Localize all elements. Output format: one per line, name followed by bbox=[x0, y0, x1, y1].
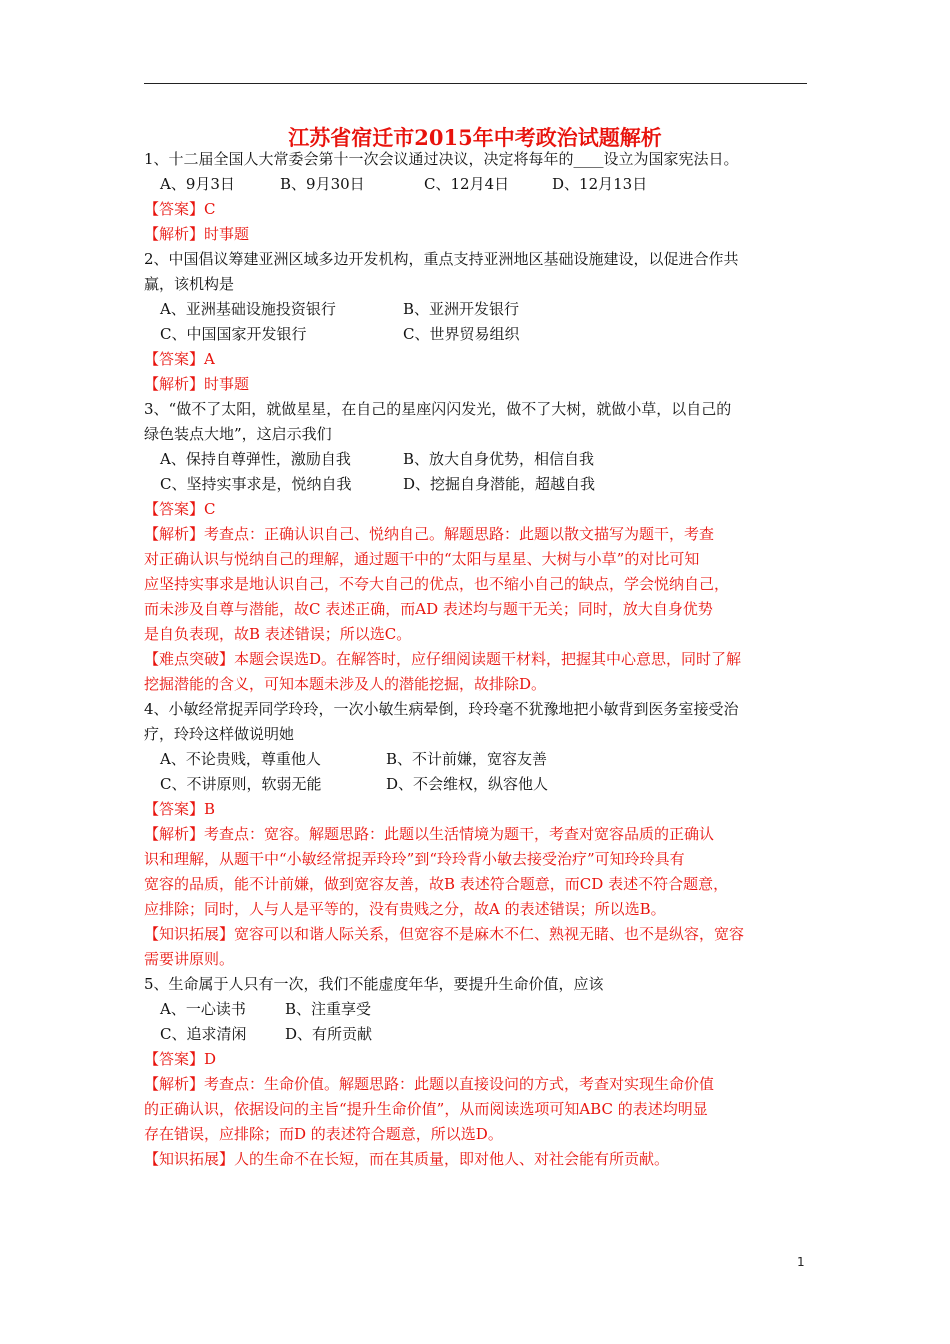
page-title: 江苏省宿迁市2015年中考政治试题解析 bbox=[288, 125, 662, 150]
analysis-line: 应坚持实事求是地认识自己，不夸大自己的优点，也不缩小自己的缺点，学会悦纳自己， bbox=[144, 575, 730, 593]
answer-option: C、不讲原则，软弱无能 bbox=[160, 775, 322, 793]
option-row bbox=[144, 747, 814, 772]
question-stem-line: 5、生命属于人只有一次，我们不能虚度年华，要提升生命价值，应该 bbox=[144, 975, 604, 993]
answer-option: B、注重享受 bbox=[285, 1000, 372, 1018]
answer-option: C、12月4日 bbox=[424, 175, 510, 193]
analysis-heading-line: 【答案】C bbox=[144, 500, 216, 518]
analysis-heading-line: 【解析】考查点：宽容。解题思路：此题以生活情境为题干，考查对宽容品质的正确认 bbox=[144, 825, 715, 843]
analysis-heading-line: 【解析】时事题 bbox=[144, 225, 250, 243]
answer-option: A、不论贵贱，尊重他人 bbox=[160, 750, 321, 768]
analysis-line: 对正确认识与悦纳自己的理解，通过题干中的“太阳与星星、大树与小草”的对比可知 bbox=[144, 550, 700, 568]
answer-option: B、亚洲开发银行 bbox=[403, 300, 520, 318]
analysis-heading-line: 【难点突破】本题会误选D。在解答时，应仔细阅读题干材料，把握其中心意思，同时了解 bbox=[144, 650, 742, 668]
answer-option: C、坚持实事求是，悦纳自我 bbox=[160, 475, 352, 493]
answer-option: C、中国国家开发银行 bbox=[160, 325, 307, 343]
analysis-heading-line: 【答案】A bbox=[144, 350, 215, 368]
answer-option: C、世界贸易组织 bbox=[403, 325, 520, 343]
question-block bbox=[144, 697, 814, 972]
analysis-line: 挖掘潜能的含义，可知本题未涉及人的潜能挖掘，故排除D。 bbox=[144, 675, 547, 693]
analysis-heading-line: 【解析】考查点：正确认识自己、悦纳自己。解题思路：此题以散文描写为题干，考查 bbox=[144, 525, 715, 543]
answer-option: D、不会维权，纵容他人 bbox=[386, 775, 549, 793]
page-number: 1 bbox=[797, 1255, 805, 1269]
analysis-line: 的正确认识，依据设问的主旨“提升生命价值”，从而阅读选项可知ABC 的表述均明显 bbox=[144, 1100, 708, 1118]
answer-option: A、亚洲基础设施投资银行 bbox=[160, 300, 336, 318]
option-row bbox=[144, 472, 814, 497]
answer-option: B、9月30日 bbox=[280, 175, 365, 193]
analysis-line: 而未涉及自尊与潜能，故C 表述正确，而AD 表述均与题干无关；同时，放大自身优势 bbox=[144, 600, 713, 618]
answer-option: A、保持自尊弹性，激励自我 bbox=[160, 450, 351, 468]
answer-option: B、放大自身优势，相信自我 bbox=[403, 450, 595, 468]
option-row bbox=[144, 772, 814, 797]
analysis-heading-line: 【知识拓展】宽容可以和谐人际关系，但宽容不是麻木不仁、熟视无睹、也不是纵容，宽容 bbox=[144, 925, 745, 943]
analysis-heading-line: 【答案】B bbox=[144, 800, 216, 818]
question-block bbox=[144, 147, 814, 247]
question-stem-line: 疗，玲玲这样做说明她 bbox=[144, 725, 295, 743]
analysis-line: 宽容的品质，能不计前嫌，做到宽容友善，故B 表述符合题意，而CD 表述不符合题意， bbox=[144, 875, 729, 893]
question-stem-line: 2、中国倡议筹建亚洲区域多边开发机构，重点支持亚洲地区基础设施建设，以促进合作共 bbox=[144, 250, 739, 268]
answer-option: C、追求清闲 bbox=[160, 1025, 247, 1043]
question-block bbox=[144, 972, 814, 1172]
header-rule bbox=[144, 83, 807, 84]
option-row bbox=[144, 1022, 814, 1047]
answer-option: B、不计前嫌，宽容友善 bbox=[386, 750, 548, 768]
option-row bbox=[144, 447, 814, 472]
answer-option: A、一心读书 bbox=[160, 1000, 246, 1018]
analysis-heading-line: 【答案】D bbox=[144, 1050, 217, 1068]
analysis-line: 识和理解，从题干中“小敏经常捉弄玲玲”到“玲玲背小敏去接受治疗”可知玲玲具有 bbox=[144, 850, 685, 868]
analysis-heading-line: 【解析】时事题 bbox=[144, 375, 250, 393]
option-row bbox=[144, 297, 814, 322]
analysis-heading-line: 【解析】考查点：生命价值。解题思路：此题以直接设问的方式，考查对实现生命价值 bbox=[144, 1075, 715, 1093]
analysis-heading-line: 【答案】C bbox=[144, 200, 216, 218]
question-stem-line: 3、“做不了太阳，就做星星，在自己的星座闪闪发光，做不了大树，就做小草，以自己的 bbox=[144, 400, 732, 418]
answer-option: A、9月3日 bbox=[160, 175, 235, 193]
question-block bbox=[144, 397, 814, 697]
answer-option: D、挖掘自身潜能，超越自我 bbox=[403, 475, 596, 493]
question-stem-line: 4、小敏经常捉弄同学玲玲，一次小敏生病晕倒，玲玲毫不犹豫地把小敏背到医务室接受治 bbox=[144, 700, 739, 718]
question-block bbox=[144, 247, 814, 397]
question-stem-line: 1、十二届全国人大常委会第十一次会议通过决议，决定将每年的____设立为国家宪法日。 bbox=[144, 150, 739, 168]
analysis-line: 应排除；同时，人与人是平等的，没有贵贱之分，故A 的表述错误；所以选B。 bbox=[144, 900, 666, 918]
option-row bbox=[144, 172, 814, 197]
analysis-heading-line: 【知识拓展】人的生命不在长短，而在其质量，即对他人、对社会能有所贡献。 bbox=[144, 1150, 670, 1168]
question-list bbox=[144, 147, 814, 1172]
question-stem-line: 赢，该机构是 bbox=[144, 275, 235, 293]
question-stem-line: 绿色装点大地”，这启示我们 bbox=[144, 425, 332, 443]
analysis-line: 是自负表现，故B 表述错误；所以选C。 bbox=[144, 625, 412, 643]
answer-option: D、有所贡献 bbox=[285, 1025, 373, 1043]
option-row bbox=[144, 322, 814, 347]
analysis-line: 需要讲原则。 bbox=[144, 950, 235, 968]
option-row bbox=[144, 997, 814, 1022]
answer-option: D、12月13日 bbox=[552, 175, 648, 193]
analysis-line: 存在错误，应排除；而D 的表述符合题意，所以选D。 bbox=[144, 1125, 503, 1143]
